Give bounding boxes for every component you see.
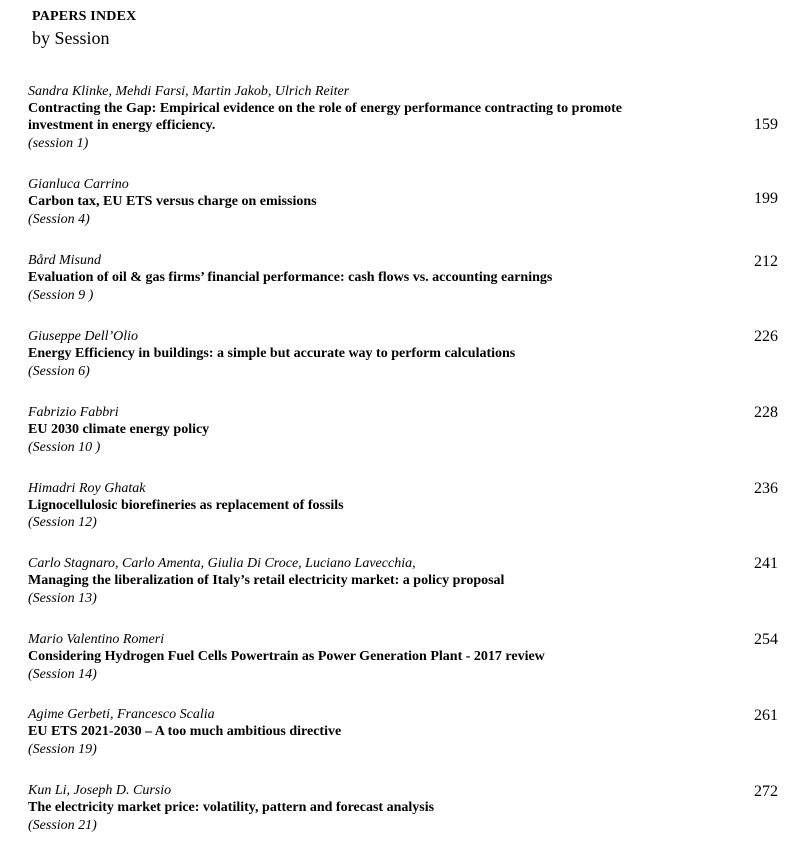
entry-page-number: 254 xyxy=(754,631,778,648)
page-header xyxy=(32,9,136,49)
index-entry xyxy=(28,83,788,153)
index-entry xyxy=(28,631,788,701)
entry-session: (session 1) xyxy=(28,136,89,151)
index-entry xyxy=(28,555,788,625)
index-entry xyxy=(28,252,788,322)
entry-authors: Agime Gerbeti, Francesco Scalia xyxy=(28,707,215,722)
entry-session: (Session 10 ) xyxy=(28,440,101,455)
entry-page-number: 228 xyxy=(754,404,778,421)
entry-page-number: 272 xyxy=(754,783,778,800)
entry-session: (Session 9 ) xyxy=(28,288,94,303)
entry-authors: Sandra Klinke, Mehdi Farsi, Martin Jakob, Ulrich Reiter xyxy=(28,84,350,99)
entry-session: (Session 13) xyxy=(28,591,97,606)
entry-session: (Session 12) xyxy=(28,515,97,530)
index-entry xyxy=(28,706,788,776)
entry-authors: Himadri Roy Ghatak xyxy=(28,481,146,496)
index-entry xyxy=(28,176,788,246)
entry-authors: Bård Misund xyxy=(28,253,101,268)
entry-title: Contracting the Gap: Empirical evidence on the role of energy performance contracting to promote investment in energy efficiency. xyxy=(28,101,622,133)
entry-title: EU ETS 2021-2030 – A too much ambitious directive xyxy=(28,724,342,739)
entry-session: (Session 19) xyxy=(28,742,97,757)
page-title: PAPERS INDEX xyxy=(32,9,137,24)
entry-title: Evaluation of oil & gas firms’ financial performance: cash flows vs. accounting earnings xyxy=(28,270,553,285)
entry-authors: Kun Li, Joseph D. Cursio xyxy=(28,783,172,798)
entry-session: (Session 6) xyxy=(28,364,90,379)
entry-page-number: 226 xyxy=(754,328,778,345)
entry-page-number: 241 xyxy=(754,555,778,572)
entry-page-number: 261 xyxy=(754,707,778,724)
entry-title: The electricity market price: volatility, pattern and forecast analysis xyxy=(28,800,435,815)
entry-session: (Session 21) xyxy=(28,818,97,833)
index-entry xyxy=(28,782,788,852)
index-entry xyxy=(28,328,788,398)
entry-session: (Session 4) xyxy=(28,212,90,227)
entry-title: Carbon tax, EU ETS versus charge on emissions xyxy=(28,194,317,209)
entry-page-number: 236 xyxy=(754,480,778,497)
entry-title: Lignocellulosic biorefineries as replacement of fossils xyxy=(28,498,344,513)
entry-authors: Mario Valentino Romeri xyxy=(28,632,165,647)
index-entry xyxy=(28,480,788,550)
index-entry xyxy=(28,404,788,474)
entry-authors: Fabrizio Fabbri xyxy=(28,405,119,420)
entry-title: Considering Hydrogen Fuel Cells Powertrain as Power Generation Plant - 2017 review xyxy=(28,649,545,664)
entry-title: Managing the liberalization of Italy’s retail electricity market: a policy proposal xyxy=(28,573,505,588)
entry-title: EU 2030 climate energy policy xyxy=(28,422,210,437)
entry-page-number: 199 xyxy=(754,190,778,207)
page-subtitle: by Session xyxy=(32,28,110,48)
entry-page-number: 159 xyxy=(754,116,778,133)
entry-session: (Session 14) xyxy=(28,667,97,682)
entry-authors: Carlo Stagnaro, Carlo Amenta, Giulia Di Croce, Luciano Lavecchia, xyxy=(28,556,416,571)
entry-title: Energy Efficiency in buildings: a simple but accurate way to perform calculations xyxy=(28,346,516,361)
entry-page-number: 212 xyxy=(754,253,778,270)
entry-authors: Gianluca Carrino xyxy=(28,177,129,192)
entry-authors: Giuseppe Dell’Olio xyxy=(28,329,139,344)
